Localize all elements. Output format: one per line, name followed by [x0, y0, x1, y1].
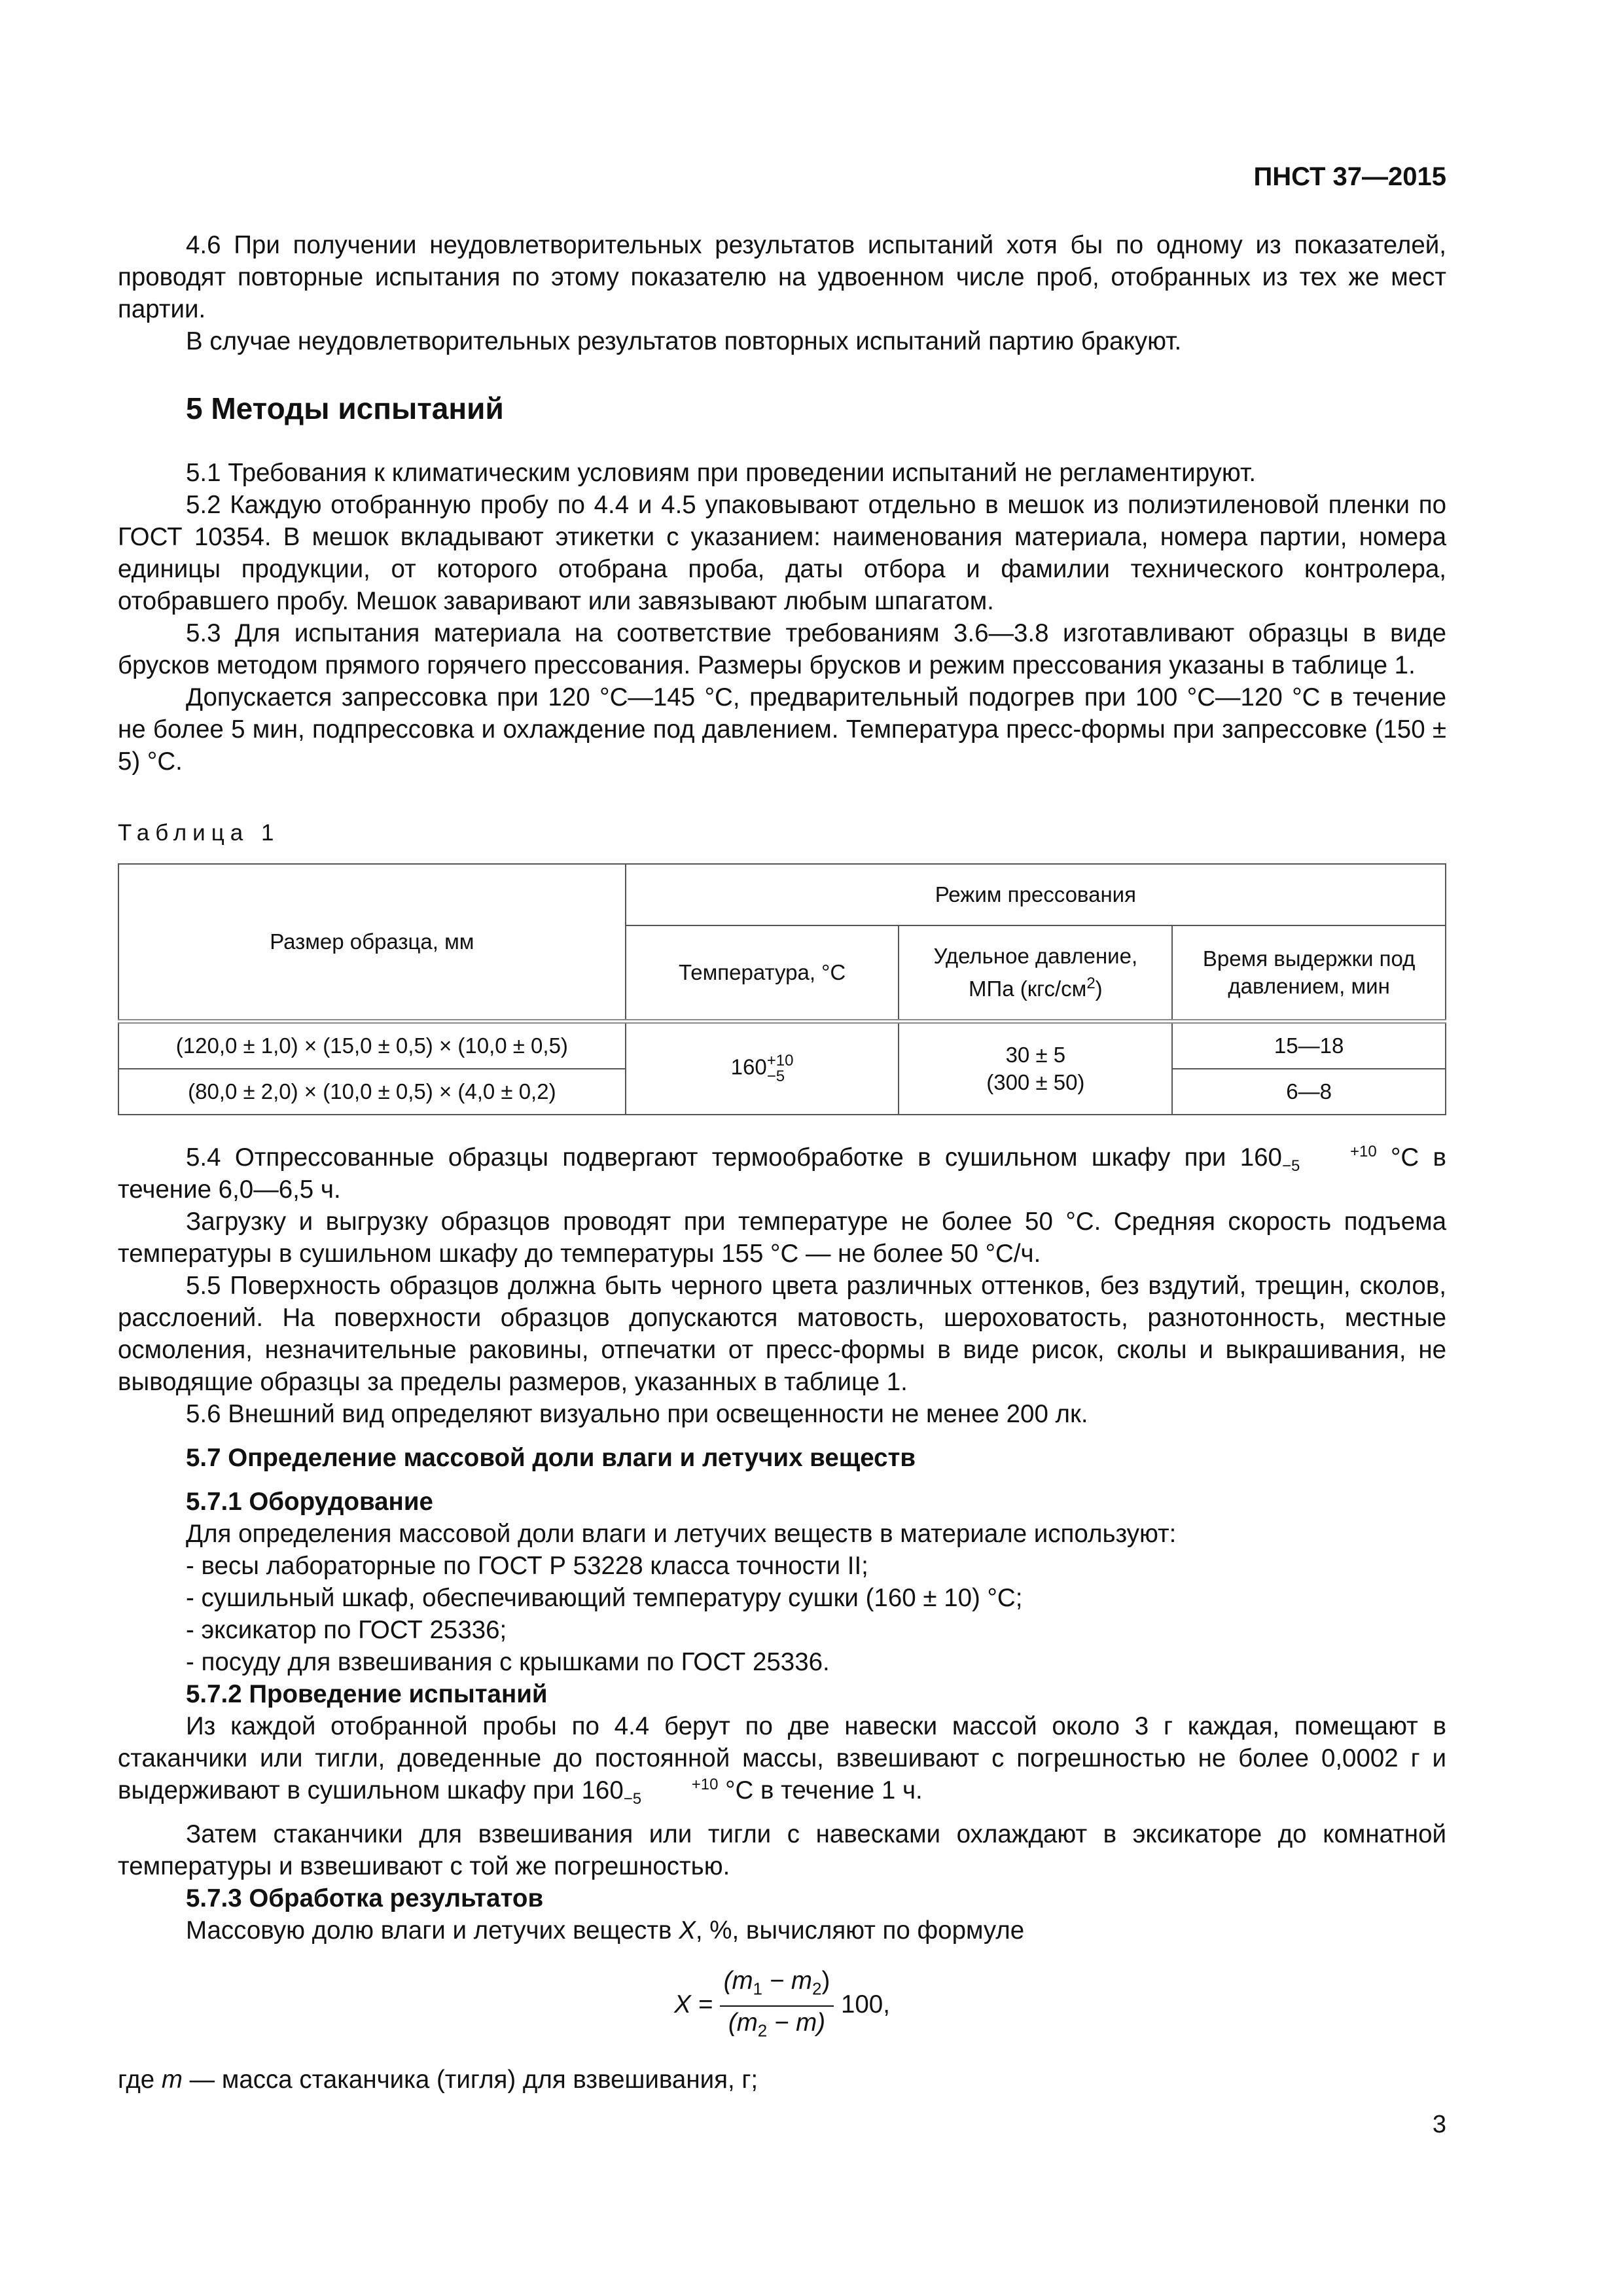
table-1 [118, 863, 1446, 1115]
header-pressing-mode: Режим прессования [626, 864, 1446, 925]
header-temperature: Температура, °С [626, 925, 899, 1022]
spacer [118, 1806, 1446, 1818]
paragraph-5-2: 5.2 Каждую отобранную пробу по 4.4 и 4.5 упаковывают отдельно в мешок из полиэтиленовой пленки по ГОСТ 10354. В мешок вкладывают этикетки с указанием: наименования материала, номера партии, номера единицы продукции, от которого отобрана проба, даты отбора и фамилии технического контролера, отобравшего пробу. Мешок заваривают или завязывают любым шпагатом. [118, 491, 1446, 615]
cell-temperature: 160+10 −5 [626, 1022, 899, 1115]
paragraph-5-6: 5.6 Внешний вид определяют визуально при освещенности не менее 200 лк. [186, 1400, 1088, 1428]
formula-numerator: $(m_1 - m_2)$ [720, 1965, 834, 2007]
equipment-intro: Для определения массовой доли влаги и летучих веществ в материале используют: [186, 1520, 1177, 1548]
paragraph-5-7-3: Массовую долю влаги и летучих веществ X, %, вычисляют по формуле [186, 1916, 1025, 1945]
equipment-item: - сушильный шкаф, обеспечивающий температуру сушки (160 ± 10) °С; [186, 1584, 1023, 1612]
formula: X = $\frac{(m_1 - m_2)}{(m_2 - m)}$ 100, [118, 1965, 1446, 2047]
header-pressure: Удельное давление, МПа $(кгс/см^2)$ [899, 925, 1172, 1022]
section-5-title: 5 Методы испытаний [186, 391, 504, 425]
paragraph-5-3: 5.3 Для испытания материала на соответствие требованиям 3.6—3.8 изготавливают образцы в виде брусков методом прямого горячего прессования. Размеры брусков и режим прессования указаны в таблице 1. [118, 619, 1446, 679]
cell-time-row-2: 6—8 [1172, 1069, 1446, 1115]
paragraph-5-5: 5.5 Поверхность образцов должна быть черного цвета различных оттенков, без вздутий, трещин, сколов, расслоений. На поверхности образцов допускаются матовость, шероховатость, разнотонность, местные осмоления, незначительные раковины, отпечатки от пресс-формы в виде рисок, сколы и выкрашивания, не выводящие образцы за пределы размеров, указанных в таблице 1. [118, 1272, 1446, 1396]
spacer [118, 1115, 1446, 1141]
equipment-item: - посуду для взвешивания с крышками по ГОСТ 25336. [186, 1648, 830, 1676]
document-body [118, 229, 1446, 2096]
paragraph-4-6-second: В случае неудовлетворительных результатов повторных испытаний партию бракуют. [186, 327, 1182, 355]
formula-fraction [720, 1965, 834, 2047]
cell-size-row-1: (120,0 ± 1,0) × (15,0 ± 0,5) × (10,0 ± 0,5) [118, 1022, 626, 1069]
section-5-7-1-title: 5.7.1 Оборудование [186, 1488, 433, 1516]
spacer [118, 1474, 1446, 1486]
paragraph-5-4-second: Загрузку и выгрузку образцов проводят при температуре не более 50 °С. Средняя скорость подъема температуры в сушильном шкафу до температуры 155 °С — не более 50 °С/ч. [118, 1208, 1446, 1268]
header-sample-size: Размер образца, мм [118, 864, 626, 1022]
cell-time-row-1: 15—18 [1172, 1022, 1446, 1069]
section-5-7-2-title: 5.7.2 Проведение испытаний [186, 1680, 548, 1708]
spacer [118, 1430, 1446, 1442]
paragraph-4-6: 4.6 При получении неудовлетворительных результатов испытаний хотя бы по одному из показателей, проводят повторные испытания по этому показателю на удвоенном числе проб, отобранных из тех же мест партии. [118, 231, 1446, 323]
paragraph-5-7-2: Из каждой отобранной пробы по 4.4 берут по две навески массой около 3 г каждая, помещают в стаканчики или тигли, доведенные до постоянной массы, взвешивают с погрешностью не более 0,0002 г и выдерживают в сушильном шкафу при 160 +10 −5 °С в течение 1 ч. [118, 1712, 1446, 1808]
document-code: ПНСТ 37—2015 [1253, 162, 1446, 191]
formula-denominator: $(m_2 - m)$ [728, 2008, 826, 2041]
equipment-item: - эксикатор по ГОСТ 25336; [186, 1616, 507, 1644]
formula-where-clause: где m — масса стаканчика (тигля) для взвешивания, г; [118, 2066, 758, 2094]
table-caption: Таблица 1 [118, 820, 280, 846]
page-number: 3 [1432, 2111, 1446, 2138]
cell-pressure: 30 ± 5 (300 ± 50) [899, 1022, 1172, 1115]
paragraph-5-3-second: Допускается запрессовка при 120 °С—145 °С, предварительный подогрев при 100 °С—120 °С в течение не более 5 мин, подпрессовка и охлаждение под давлением. Температура пресс-формы при запрессовке (150 ± 5) °С. [118, 683, 1446, 776]
equipment-item: - весы лабораторные по ГОСТ Р 53228 класса точности II; [186, 1552, 868, 1580]
paragraph-5-4: 5.4 Отпрессованные образцы подвергают термообработке в сушильном шкафу при 160 +10 −5 °С в течение 6,0—6,5 ч. [118, 1142, 1446, 1204]
paragraph-5-7-2-second: Затем стаканчики для взвешивания или тигли с навесками охлаждают в эксикаторе до комнатной температуры и взвешивают с той же погрешностью. [118, 1820, 1446, 1880]
header-hold-time: Время выдержки под давлением, мин [1172, 925, 1446, 1022]
section-5-7-3-title: 5.7.3 Обработка результатов [186, 1884, 544, 1912]
cell-size-row-2: (80,0 ± 2,0) × (10,0 ± 0,5) × (4,0 ± 0,2) [118, 1069, 626, 1115]
section-5-7-title: 5.7 Определение массовой доли влаги и летучих веществ [186, 1444, 916, 1472]
paragraph-5-1: 5.1 Требования к климатическим условиям при проведении испытаний не регламентируют. [186, 459, 1257, 487]
